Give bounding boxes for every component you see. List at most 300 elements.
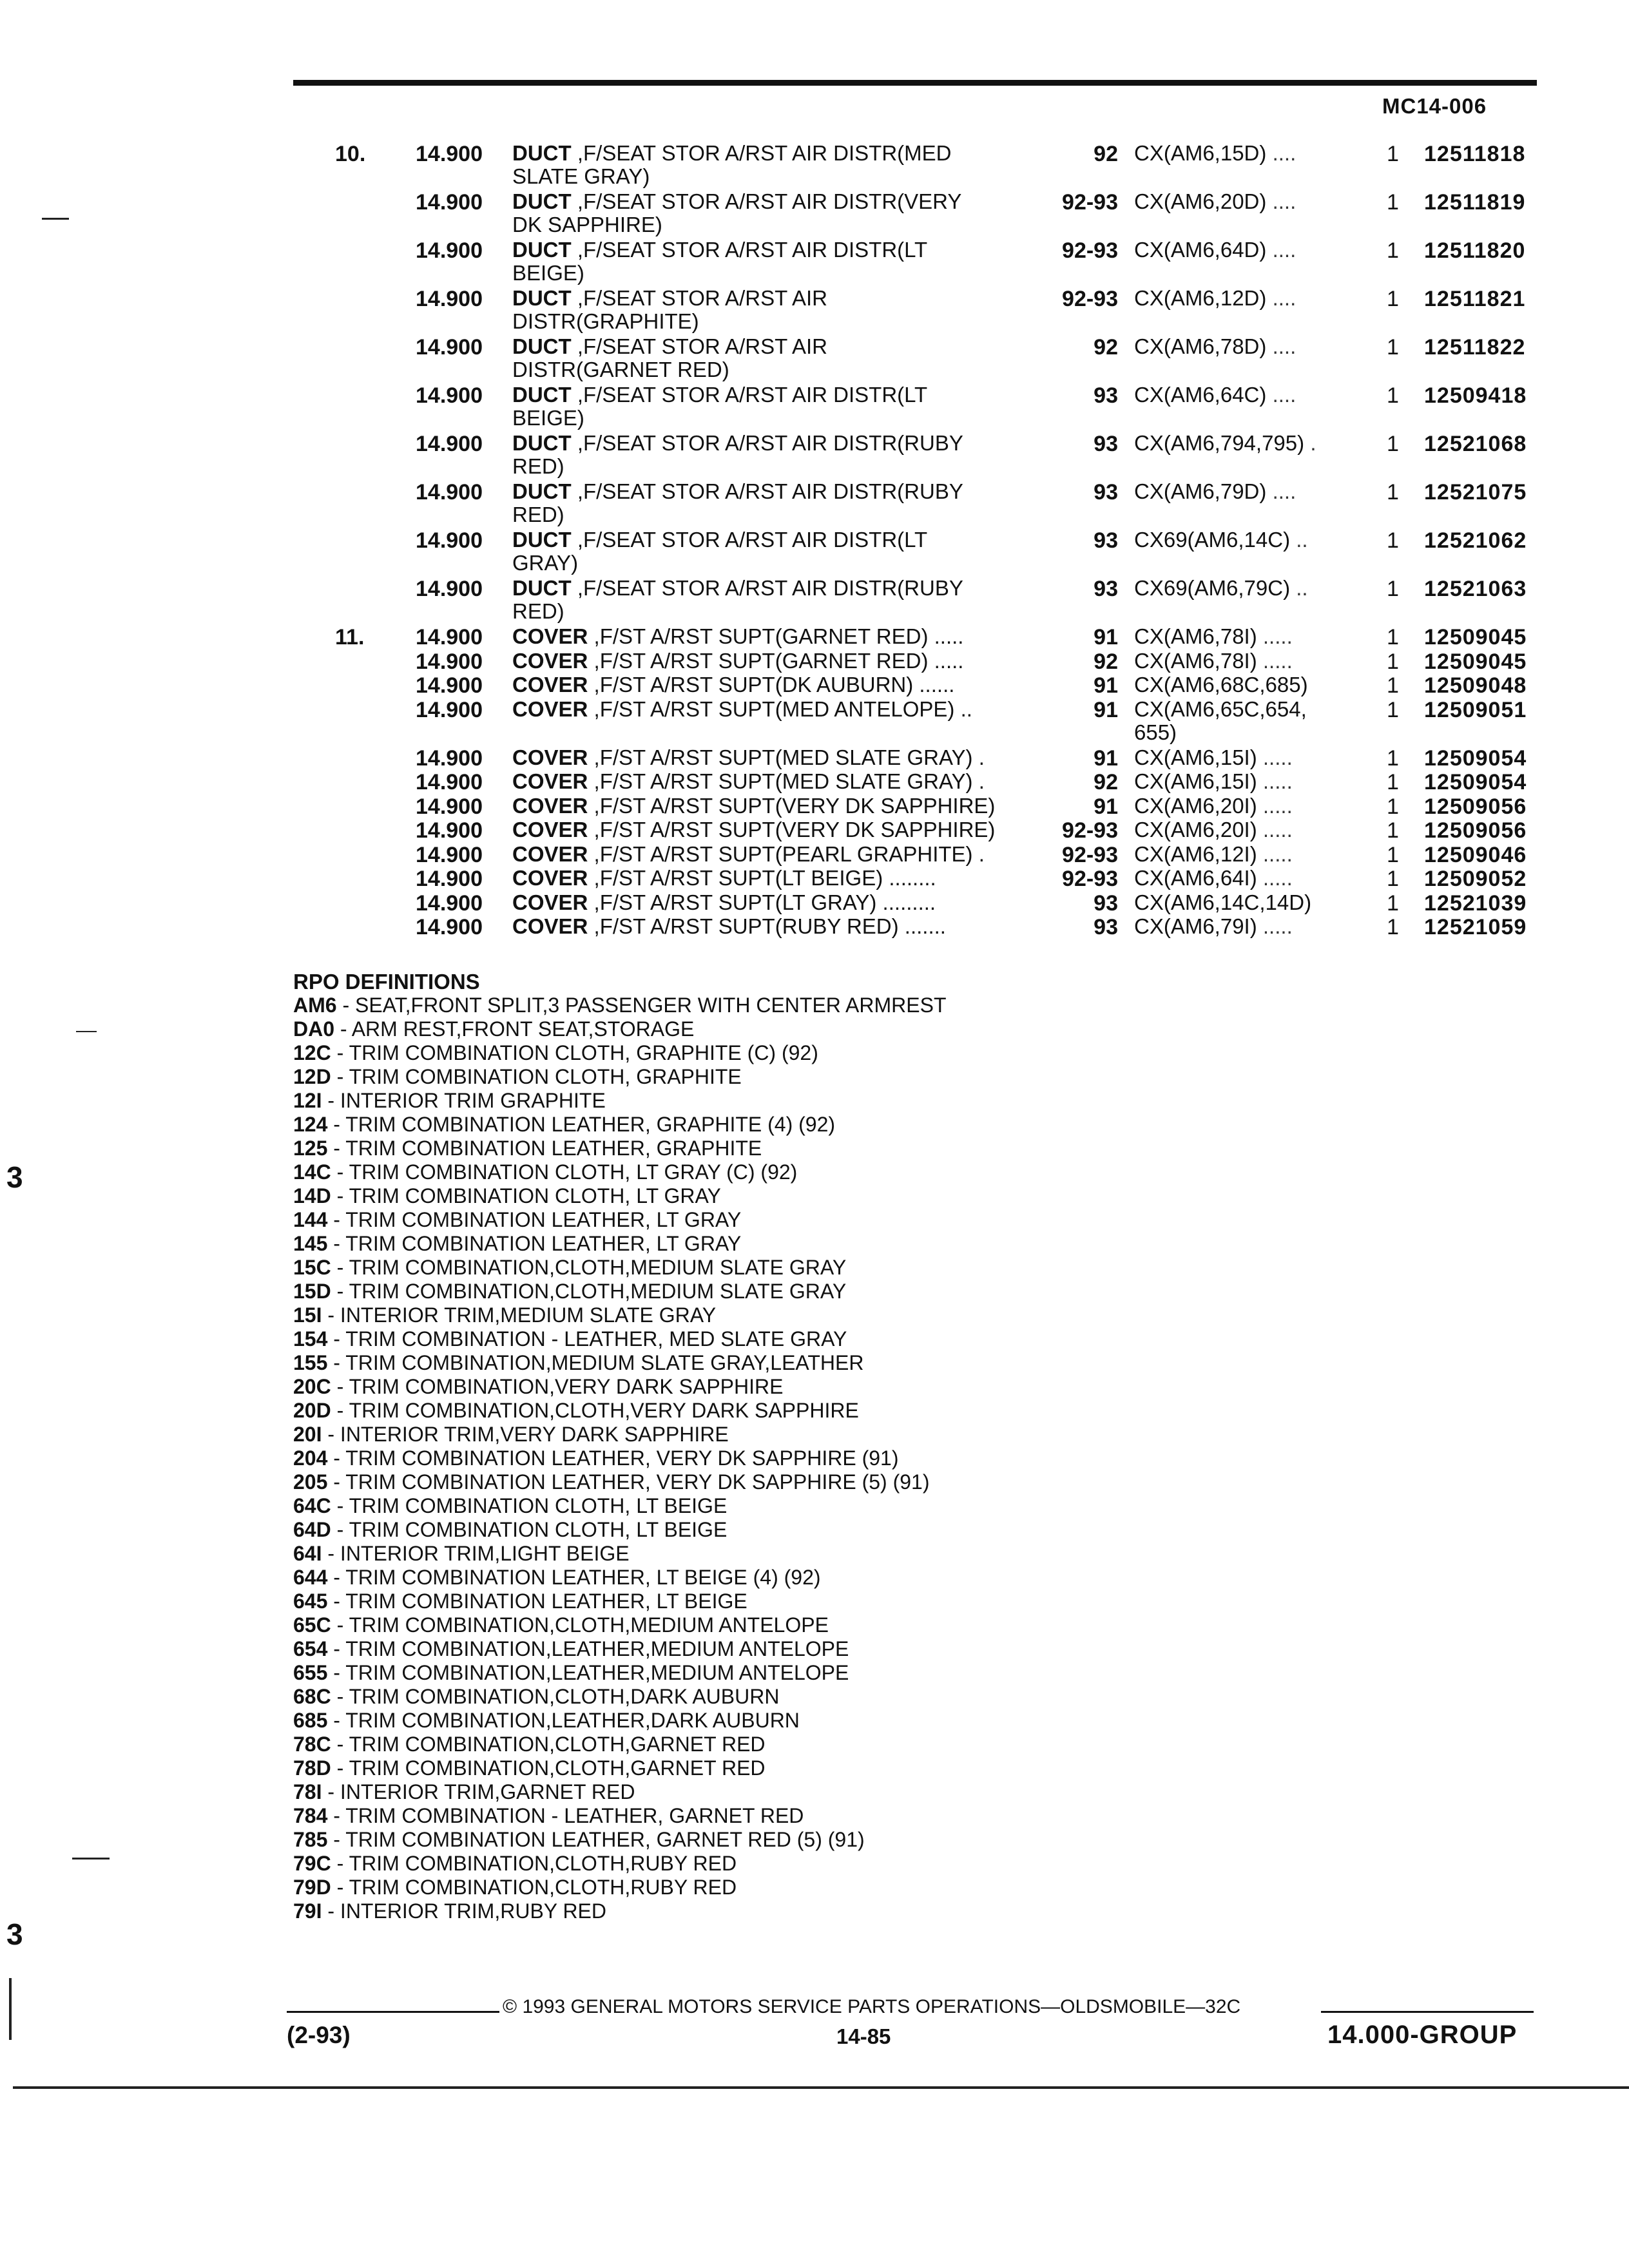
rpo-definition <box>293 1733 1453 1756</box>
part-description <box>512 770 985 793</box>
top-rule <box>293 80 1537 86</box>
description-line-1: ,F/ST A/RST SUPT(MED SLATE GRAY) . <box>593 769 985 793</box>
rpo-definition <box>293 1256 1453 1280</box>
quantity: 1 <box>1387 818 1399 843</box>
rpo-code: CX(AM6,15I) <box>1134 769 1257 793</box>
rpo-description: - ARM REST,FRONT SEAT,STORAGE <box>334 1017 695 1041</box>
part-number: 12509045 <box>1424 649 1527 674</box>
rpo-definition <box>293 1184 1453 1208</box>
rpo-code: CX69(AM6,14C) <box>1134 528 1291 552</box>
rpo-code: CX(AM6,79D) <box>1134 479 1267 503</box>
rpo-code: 784 <box>293 1804 328 1827</box>
rpo-code: 205 <box>293 1470 328 1494</box>
model-year: 91 <box>1094 697 1118 722</box>
description-line-1: ,F/ST A/RST SUPT(VERY DK SAPPHIRE) <box>593 818 996 841</box>
leader-dots: ..... <box>1262 793 1293 818</box>
rpo-code: 78C <box>293 1733 331 1756</box>
rpo-usage <box>1134 915 1293 938</box>
part-description <box>512 238 927 285</box>
rpo-description: - TRIM COMBINATION CLOTH, LT BEIGE <box>331 1518 728 1541</box>
group-label: 14.000-GROUP <box>1327 2021 1518 2049</box>
rpo-definition <box>293 1685 1453 1709</box>
group-number: 14.900 <box>416 287 483 311</box>
rpo-description: - INTERIOR TRIM,MEDIUM SLATE GRAY <box>322 1303 717 1327</box>
rpo-code: 64I <box>293 1542 322 1565</box>
model-year: 92-93 <box>1062 867 1118 891</box>
part-number: 12509048 <box>1424 673 1527 698</box>
part-number: 12509046 <box>1424 842 1527 867</box>
rpo-code: 64D <box>293 1518 331 1541</box>
part-row <box>0 746 1629 771</box>
footer-rule-left <box>287 2011 499 2013</box>
leader-dots: .... <box>1272 238 1296 262</box>
description-line-1: ,F/SEAT STOR A/RST AIR <box>577 334 827 358</box>
part-number: 12511818 <box>1424 142 1526 166</box>
rpo-description: - TRIM COMBINATION CLOTH, GRAPHITE <box>331 1065 742 1088</box>
rpo-heading: RPO DEFINITIONS <box>293 970 480 994</box>
rpo-description: - TRIM COMBINATION LEATHER, VERY DK SAPPHIRE (5) (91) <box>327 1470 930 1494</box>
rpo-code: AM6 <box>293 994 337 1017</box>
quantity: 1 <box>1387 287 1399 311</box>
rpo-definition <box>293 1113 1453 1137</box>
rpo-description: - TRIM COMBINATION LEATHER, LT GRAY <box>327 1232 742 1255</box>
model-year: 93 <box>1094 432 1118 456</box>
group-number: 14.900 <box>416 770 483 794</box>
rpo-code: 144 <box>293 1208 328 1231</box>
rpo-description: - TRIM COMBINATION,CLOTH,DARK AUBURN <box>331 1685 780 1708</box>
rpo-code: 64C <box>293 1494 331 1517</box>
rpo-description: - TRIM COMBINATION,CLOTH,MEDIUM SLATE GRAY <box>331 1256 847 1279</box>
model-year: 92 <box>1094 770 1118 794</box>
part-description <box>512 528 927 575</box>
rpo-usage <box>1134 238 1296 262</box>
rpo-usage <box>1134 867 1293 890</box>
rpo-definition <box>293 1208 1453 1232</box>
quantity: 1 <box>1387 673 1399 698</box>
model-year: 93 <box>1094 383 1118 408</box>
rpo-definition <box>293 994 1453 1017</box>
part-row <box>0 480 1629 528</box>
copyright-line: © 1993 GENERAL MOTORS SERVICE PARTS OPERATIONS—OLDSMOBILE—32C <box>503 1996 1241 2017</box>
model-year: 93 <box>1094 890 1118 916</box>
description-line-1: ,F/ST A/RST SUPT(LT GRAY) ......... <box>593 890 936 914</box>
part-number: 12521062 <box>1424 528 1527 553</box>
group-number: 14.900 <box>416 383 483 408</box>
rpo-description: - INTERIOR TRIM,LIGHT BEIGE <box>322 1542 630 1565</box>
leader-dots: .... <box>1272 479 1296 503</box>
quantity: 1 <box>1387 867 1399 891</box>
rpo-usage <box>1134 794 1293 818</box>
part-row <box>0 335 1629 383</box>
rpo-definition <box>293 1899 1453 1923</box>
rpo-code: 12D <box>293 1065 331 1088</box>
part-number: 12509051 <box>1424 697 1527 722</box>
rpo-description: - INTERIOR TRIM GRAPHITE <box>322 1089 606 1112</box>
group-number: 14.900 <box>416 577 483 601</box>
rpo-definition <box>293 1590 1453 1613</box>
rpo-code: 78I <box>293 1780 322 1803</box>
rpo-code: DA0 <box>293 1017 335 1041</box>
document-id: MC14-006 <box>1382 94 1487 118</box>
rpo-code: CX(AM6,64D) <box>1134 238 1267 262</box>
rpo-description: - TRIM COMBINATION LEATHER, GRAPHITE <box>327 1137 762 1160</box>
group-number: 14.900 <box>416 190 483 215</box>
rpo-definition <box>293 1351 1453 1375</box>
description-line-2: GRAY) <box>512 551 579 575</box>
group-number: 14.900 <box>416 867 483 891</box>
model-year: 93 <box>1094 577 1118 601</box>
quantity: 1 <box>1387 770 1399 794</box>
rpo-description: - TRIM COMBINATION LEATHER, GARNET RED (5) (91) <box>327 1828 865 1851</box>
rpo-code: CX(AM6,78D) <box>1134 334 1267 358</box>
leader-dots: .... <box>1272 383 1296 407</box>
leader-dots: ..... <box>1262 818 1293 841</box>
rpo-code: 79D <box>293 1876 331 1899</box>
rpo-code: 12C <box>293 1041 331 1064</box>
part-number: 12509056 <box>1424 818 1527 843</box>
part-name: DUCT <box>512 286 572 310</box>
model-year: 92-93 <box>1062 287 1118 311</box>
part-number: 12521063 <box>1424 577 1527 601</box>
quantity: 1 <box>1387 432 1399 456</box>
description-line-2: DK SAPPHIRE) <box>512 213 662 236</box>
rpo-usage <box>1134 770 1293 793</box>
group-number: 14.900 <box>416 335 483 360</box>
rpo-code: CX(AM6,65C,654, <box>1134 697 1307 721</box>
rpo-code: 12I <box>293 1089 322 1112</box>
rpo-description: - TRIM COMBINATION,CLOTH,RUBY RED <box>331 1852 737 1875</box>
part-row <box>0 794 1629 819</box>
rpo-code: CX(AM6,15I) <box>1134 745 1257 769</box>
part-name: DUCT <box>512 141 572 165</box>
quantity: 1 <box>1387 890 1399 916</box>
item-index: 11. <box>335 625 365 649</box>
group-number: 14.900 <box>416 842 483 867</box>
part-row <box>0 238 1629 287</box>
rpo-description: - TRIM COMBINATION,CLOTH,GARNET RED <box>331 1733 766 1756</box>
part-name: DUCT <box>512 238 572 262</box>
margin-mark <box>9 1978 12 2040</box>
model-year: 91 <box>1094 794 1118 819</box>
rpo-definition <box>293 1494 1453 1518</box>
rpo-code: 124 <box>293 1113 328 1136</box>
rpo-code: 204 <box>293 1446 328 1470</box>
rpo-code: CX(AM6,64C) <box>1134 383 1267 407</box>
description-line-1: ,F/SEAT STOR A/RST AIR DISTR(RUBY <box>577 431 963 455</box>
rpo-description: - TRIM COMBINATION LEATHER, VERY DK SAPPHIRE (91) <box>327 1446 899 1470</box>
leader-dots: ..... <box>1262 624 1293 648</box>
group-number: 14.900 <box>416 673 483 698</box>
parts-list <box>0 142 1629 939</box>
rpo-definition <box>293 1470 1453 1494</box>
description-line-1: ,F/SEAT STOR A/RST AIR DISTR(LT <box>577 383 928 407</box>
leader-dots: ..... <box>1262 866 1293 890</box>
part-name: COVER <box>512 914 588 938</box>
part-name: DUCT <box>512 528 572 552</box>
margin-glyph: 3 <box>6 1160 23 1194</box>
rpo-definition <box>293 1065 1453 1089</box>
group-number: 14.900 <box>416 890 483 916</box>
model-year: 92-93 <box>1062 818 1118 843</box>
rpo-code: 14D <box>293 1184 331 1207</box>
part-description <box>512 287 827 333</box>
description-line-2: DISTR(GARNET RED) <box>512 358 729 381</box>
description-line-1: ,F/SEAT STOR A/RST AIR DISTR(MED <box>577 141 952 165</box>
rpo-usage <box>1134 698 1307 744</box>
description-line-1: ,F/ST A/RST SUPT(VERY DK SAPPHIRE) <box>593 793 996 818</box>
rpo-code: CX(AM6,20I) <box>1134 793 1257 818</box>
leader-dots: .... <box>1272 189 1296 213</box>
quantity: 1 <box>1387 915 1399 939</box>
rpo-code: CX(AM6,12D) <box>1134 286 1267 310</box>
rpo-definition <box>293 1399 1453 1423</box>
part-name: DUCT <box>512 431 572 455</box>
leader-dots: .... <box>1272 286 1296 310</box>
part-number: 12521075 <box>1424 480 1527 505</box>
quantity: 1 <box>1387 528 1399 553</box>
description-line-1: ,F/SEAT STOR A/RST AIR DISTR(RUBY <box>577 576 963 600</box>
leader-dots: ..... <box>1262 841 1293 866</box>
rpo-definition <box>293 1017 1453 1041</box>
rpo-code: 645 <box>293 1590 328 1613</box>
rpo-description: - TRIM COMBINATION LEATHER, LT BEIGE (4) (92) <box>327 1566 821 1589</box>
margin-mark <box>42 218 69 220</box>
rpo-description: - TRIM COMBINATION CLOTH, LT BEIGE <box>331 1494 728 1517</box>
part-description <box>512 746 985 769</box>
part-number: 12511819 <box>1424 190 1526 215</box>
part-row <box>0 867 1629 891</box>
rpo-code: 655 <box>293 1661 328 1684</box>
group-number: 14.900 <box>416 625 483 649</box>
rpo-code: 155 <box>293 1351 328 1374</box>
part-name: DUCT <box>512 334 572 358</box>
rpo-usage <box>1134 746 1293 769</box>
description-line-2: SLATE GRAY) <box>512 164 650 188</box>
model-year: 93 <box>1094 915 1118 939</box>
rpo-usage <box>1134 528 1308 552</box>
part-number: 12509052 <box>1424 867 1527 891</box>
part-description <box>512 891 936 914</box>
model-year: 91 <box>1094 673 1118 698</box>
rpo-description: - TRIM COMBINATION CLOTH, LT GRAY <box>331 1184 721 1207</box>
rpo-usage <box>1134 843 1293 866</box>
group-number: 14.900 <box>416 480 483 505</box>
margin-mark <box>76 1031 97 1032</box>
part-name: COVER <box>512 841 588 866</box>
part-number: 12509054 <box>1424 745 1527 771</box>
part-row <box>0 383 1629 432</box>
group-number: 14.900 <box>416 697 483 722</box>
rpo-code: CX(AM6,64I) <box>1134 866 1257 890</box>
rpo-usage <box>1134 818 1293 841</box>
quantity: 1 <box>1387 745 1399 771</box>
description-line-1: ,F/ST A/RST SUPT(PEARL GRAPHITE) . <box>593 841 985 866</box>
rpo-usage <box>1134 649 1293 673</box>
rpo-usage <box>1134 891 1311 914</box>
page-number: 14-85 <box>836 2024 891 2048</box>
rpo-code: 154 <box>293 1327 328 1350</box>
part-description <box>512 843 985 866</box>
rpo-code: 654 <box>293 1637 328 1660</box>
rpo-code: CX(AM6,794,795) <box>1134 431 1305 455</box>
rpo-definition <box>293 1041 1453 1065</box>
part-name: COVER <box>512 866 588 890</box>
description-line-1: ,F/ST A/RST SUPT(RUBY RED) ....... <box>593 914 946 938</box>
part-number: 12511821 <box>1424 287 1526 311</box>
rpo-code: CX(AM6,12I) <box>1134 841 1257 866</box>
rpo-definition <box>293 1852 1453 1876</box>
rpo-definition <box>293 1542 1453 1566</box>
leader-dots: .. <box>1296 528 1308 552</box>
part-number: 12509045 <box>1424 625 1527 649</box>
part-description <box>512 794 995 818</box>
bottom-rule <box>13 2086 1629 2089</box>
rpo-code: 79I <box>293 1899 322 1923</box>
rpo-description: - TRIM COMBINATION,CLOTH,MEDIUM ANTELOPE <box>331 1613 829 1637</box>
rpo-code: CX(AM6,14C,14D) <box>1134 890 1312 914</box>
rpo-description: - TRIM COMBINATION,CLOTH,VERY DARK SAPPHIRE <box>331 1399 859 1422</box>
description-line-2: RED) <box>512 599 564 623</box>
rpo-definition <box>293 1160 1453 1184</box>
part-description <box>512 649 963 673</box>
rpo-description: - TRIM COMBINATION LEATHER, LT BEIGE <box>327 1590 747 1613</box>
rpo-description: - TRIM COMBINATION,CLOTH,RUBY RED <box>331 1876 737 1899</box>
part-row <box>0 915 1629 939</box>
description-line-1: ,F/ST A/RST SUPT(MED SLATE GRAY) . <box>593 745 985 769</box>
rpo-definition <box>293 1327 1453 1351</box>
group-number: 14.900 <box>416 528 483 553</box>
group-number: 14.900 <box>416 238 483 263</box>
margin-mark <box>72 1858 110 1860</box>
date-code: (2-93) <box>287 2022 351 2048</box>
rpo-code: CX(AM6,68C,685) <box>1134 673 1308 697</box>
part-number: 12521068 <box>1424 432 1527 456</box>
rpo-code: 65C <box>293 1613 331 1637</box>
model-year: 93 <box>1094 528 1118 553</box>
part-description <box>512 142 952 188</box>
rpo-definition <box>293 1446 1453 1470</box>
group-number: 14.900 <box>416 818 483 843</box>
part-row <box>0 432 1629 480</box>
part-description <box>512 915 946 938</box>
part-row <box>0 698 1629 746</box>
description-line-1: ,F/ST A/RST SUPT(LT BEIGE) ........ <box>593 866 936 890</box>
part-description <box>512 818 995 841</box>
part-row <box>0 528 1629 577</box>
rpo-definition <box>293 1876 1453 1899</box>
description-line-1: ,F/SEAT STOR A/RST AIR <box>577 286 827 310</box>
rpo-code: 79C <box>293 1852 331 1875</box>
rpo-definition <box>293 1280 1453 1303</box>
part-description <box>512 480 963 526</box>
quantity: 1 <box>1387 649 1399 674</box>
description-line-2: BEIGE) <box>512 406 584 430</box>
rpo-description: - TRIM COMBINATION,CLOTH,MEDIUM SLATE GRAY <box>331 1280 847 1303</box>
part-row <box>0 770 1629 794</box>
part-description <box>512 190 961 236</box>
model-year: 92-93 <box>1062 190 1118 215</box>
description-line-2: RED) <box>512 503 564 526</box>
rpo-definition <box>293 1613 1453 1637</box>
description-line-1: ,F/ST A/RST SUPT(DK AUBURN) ...... <box>593 673 955 697</box>
rpo-definition <box>293 1375 1453 1399</box>
quantity: 1 <box>1387 625 1399 649</box>
part-description <box>512 577 963 623</box>
quantity: 1 <box>1387 480 1399 505</box>
rpo-description: - TRIM COMBINATION,CLOTH,GARNET RED <box>331 1756 766 1780</box>
rpo-definition <box>293 1423 1453 1446</box>
description-line-1: ,F/ST A/RST SUPT(MED ANTELOPE) .. <box>593 697 972 721</box>
leader-dots: . <box>1310 431 1316 455</box>
rpo-description: - TRIM COMBINATION,LEATHER,MEDIUM ANTELOPE <box>327 1661 849 1684</box>
rpo-definition <box>293 1804 1453 1828</box>
part-description <box>512 698 972 721</box>
footer-rule-right <box>1321 2011 1534 2013</box>
model-year: 91 <box>1094 625 1118 649</box>
rpo-code: CX(AM6,78I) <box>1134 624 1257 648</box>
rpo-definition <box>293 1828 1453 1852</box>
rpo-description: - INTERIOR TRIM,VERY DARK SAPPHIRE <box>322 1423 729 1446</box>
leader-dots: ..... <box>1262 648 1293 673</box>
rpo-usage <box>1134 432 1316 455</box>
leader-dots: .. <box>1296 576 1308 600</box>
part-row <box>0 891 1629 916</box>
rpo-items <box>293 994 1453 1923</box>
part-number: 12509418 <box>1424 383 1527 408</box>
model-year: 91 <box>1094 745 1118 771</box>
rpo-code: 15I <box>293 1303 322 1327</box>
part-row <box>0 625 1629 649</box>
quantity: 1 <box>1387 577 1399 601</box>
description-line-2: DISTR(GRAPHITE) <box>512 309 699 333</box>
description-line-1: ,F/SEAT STOR A/RST AIR DISTR(VERY <box>577 189 962 213</box>
rpo-code: 78D <box>293 1756 331 1780</box>
rpo-code: 15C <box>293 1256 331 1279</box>
leader-dots: .... <box>1272 334 1296 358</box>
rpo-description: - TRIM COMBINATION LEATHER, GRAPHITE (4) (92) <box>327 1113 836 1136</box>
quantity: 1 <box>1387 842 1399 867</box>
rpo-definition <box>293 1518 1453 1542</box>
rpo-description: - TRIM COMBINATION LEATHER, LT GRAY <box>327 1208 742 1231</box>
rpo-code: CX(AM6,78I) <box>1134 648 1257 673</box>
part-number: 12511822 <box>1424 335 1526 360</box>
part-row <box>0 649 1629 674</box>
model-year: 92 <box>1094 335 1118 360</box>
rpo-usage <box>1134 480 1296 503</box>
part-row <box>0 142 1629 190</box>
rpo-code: 145 <box>293 1232 328 1255</box>
rpo-description: - INTERIOR TRIM,GARNET RED <box>322 1780 635 1803</box>
part-name: DUCT <box>512 189 572 213</box>
part-number: 12521039 <box>1424 890 1527 916</box>
rpo-code: 644 <box>293 1566 328 1589</box>
rpo-code: CX(AM6,20D) <box>1134 189 1267 213</box>
part-number: 12509054 <box>1424 770 1527 794</box>
description-line-1: ,F/SEAT STOR A/RST AIR DISTR(RUBY <box>577 479 963 503</box>
rpo-definition <box>293 1756 1453 1780</box>
part-description <box>512 335 827 381</box>
rpo-description: - TRIM COMBINATION,VERY DARK SAPPHIRE <box>331 1375 784 1398</box>
rpo-code: 20C <box>293 1375 331 1398</box>
rpo-code: 785 <box>293 1828 328 1851</box>
part-description <box>512 625 963 648</box>
rpo-description: - TRIM COMBINATION,LEATHER,MEDIUM ANTELOPE <box>327 1637 849 1660</box>
part-row <box>0 818 1629 843</box>
group-number: 14.900 <box>416 915 483 939</box>
rpo-description: - TRIM COMBINATION CLOTH, GRAPHITE (C) (92) <box>331 1041 818 1064</box>
part-description <box>512 432 963 478</box>
rpo-usage <box>1134 625 1293 648</box>
